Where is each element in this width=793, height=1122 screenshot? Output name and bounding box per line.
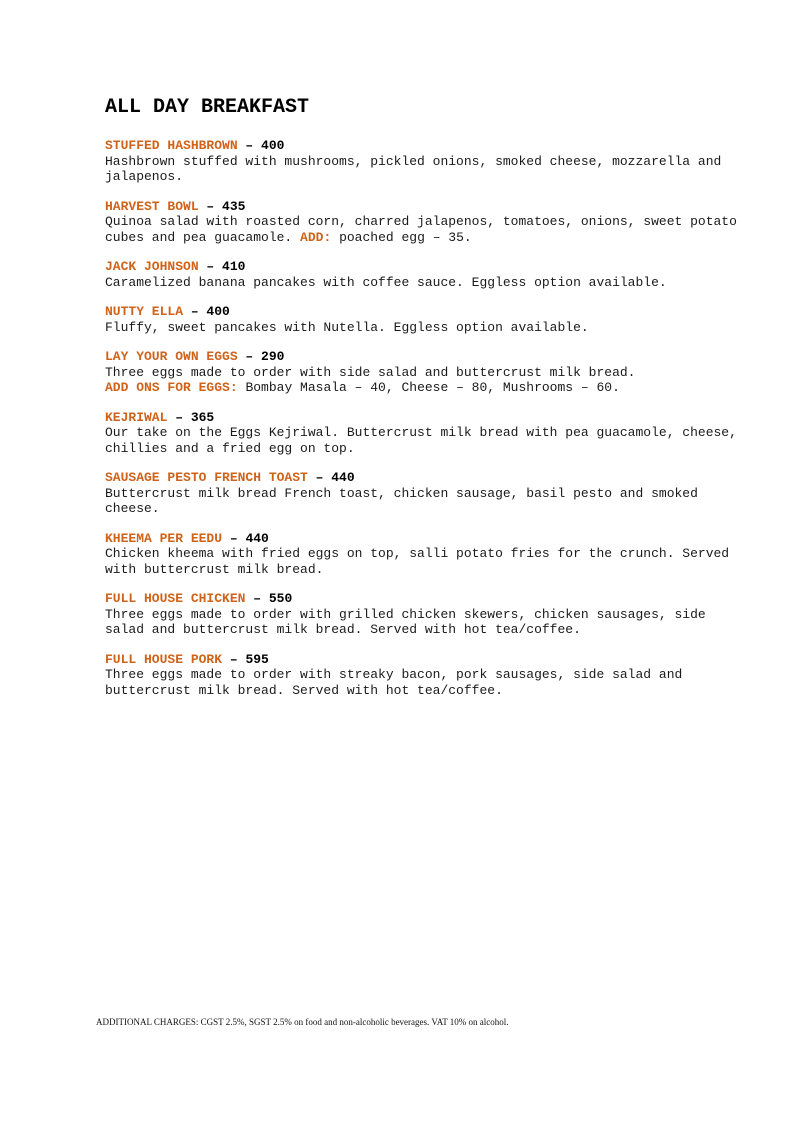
price-separator: – <box>222 651 246 667</box>
item-heading <box>105 531 745 547</box>
addon-text: poached egg – 35. <box>339 229 472 245</box>
page-title: ALL DAY BREAKFAST <box>105 96 310 119</box>
item-price: 550 <box>268 591 293 606</box>
item-heading <box>105 652 745 668</box>
menu-item-kheema-per-eedu <box>105 531 745 578</box>
addon-label: ADD: <box>300 229 332 245</box>
price-separator: – <box>167 409 191 425</box>
item-heading <box>105 304 745 320</box>
item-heading <box>105 591 745 607</box>
menu-item-full-house-chicken <box>105 591 745 638</box>
menu-item-harvest-bowl <box>105 199 745 246</box>
item-description: Quinoa salad with roasted corn, charred jalapenos, tomatoes, onions, sweet potato cubes and pea guacamole. <box>105 214 737 245</box>
item-name: STUFFED HASHBROWN <box>105 138 238 153</box>
menu-item-sausage-pesto-french-toast <box>105 470 745 517</box>
price-separator: – <box>183 304 207 319</box>
item-description: Caramelized banana pancakes with coffee sauce. Eggless option available. <box>105 274 667 290</box>
item-description: Chicken kheema with fried eggs on top, salli potato fries for the crunch. Served with buttercrust milk bread. <box>105 546 730 577</box>
addons-label: ADD ONS FOR EGGS: <box>105 380 238 395</box>
item-description-with-addon <box>105 214 745 245</box>
item-description: Our take on the Eggs Kejriwal. Buttercrust milk bread with pea guacamole, cheese, chillies and a fried egg on top. <box>105 425 737 456</box>
item-name: KEJRIWAL <box>105 409 168 425</box>
item-heading <box>105 470 745 486</box>
item-price: 290 <box>261 349 285 364</box>
menu-item-kejriwal <box>105 410 745 457</box>
price-separator: – <box>245 591 269 606</box>
item-price: 440 <box>331 470 355 485</box>
item-price: 595 <box>245 651 269 667</box>
item-name: JACK JOHNSON <box>105 259 199 274</box>
price-separator: – <box>198 259 223 274</box>
item-price: 440 <box>245 530 269 546</box>
item-name: FULL HOUSE CHICKEN <box>105 591 246 606</box>
item-price: 400 <box>206 304 230 319</box>
item-name: SAUSAGE PESTO FRENCH TOAST <box>105 470 308 485</box>
menu-item-full-house-pork <box>105 652 745 699</box>
item-heading <box>105 259 745 275</box>
item-price: 400 <box>261 138 285 153</box>
price-separator: – <box>222 530 246 546</box>
menu-item-nutty-ella <box>105 304 745 335</box>
item-name: LAY YOUR OWN EGGS <box>105 349 238 364</box>
item-heading <box>105 410 745 426</box>
addons-text: Bombay Masala – 40, Cheese – 80, Mushrooms – 60. <box>245 380 620 395</box>
item-price: 410 <box>222 259 246 274</box>
item-price: 435 <box>222 198 246 214</box>
menu-list <box>105 138 745 698</box>
item-description: Hashbrown stuffed with mushrooms, pickled onions, smoked cheese, mozzarella and jalapenos. <box>105 153 722 184</box>
price-separator: – <box>307 470 332 485</box>
price-separator: – <box>237 138 262 153</box>
item-description: Three eggs made to order with side salad and buttercrust milk bread. <box>105 364 636 380</box>
menu-item-lay-your-own-eggs <box>105 349 745 396</box>
item-heading <box>105 349 745 365</box>
menu-item-stuffed-hashbrown <box>105 138 745 185</box>
price-separator: – <box>237 349 262 364</box>
item-description: Fluffy, sweet pancakes with Nutella. Eggless option available. <box>105 319 589 335</box>
item-heading <box>105 138 745 154</box>
item-heading <box>105 199 745 215</box>
item-name: FULL HOUSE PORK <box>105 651 223 667</box>
addons-line <box>105 380 745 396</box>
item-name: KHEEMA PER EEDU <box>105 530 223 546</box>
additional-charges-note: ADDITIONAL CHARGES: CGST 2.5%, SGST 2.5% on food and non-alcoholic beverages. VAT 10% on alcohol. <box>96 1017 509 1027</box>
price-separator: – <box>198 198 223 214</box>
menu-item-jack-johnson <box>105 259 745 290</box>
item-price: 365 <box>190 409 215 425</box>
item-name: NUTTY ELLA <box>105 304 184 319</box>
item-description: Buttercrust milk bread French toast, chicken sausage, basil pesto and smoked cheese. <box>105 485 698 516</box>
item-description: Three eggs made to order with grilled chicken skewers, chicken sausages, side salad and buttercrust milk bread. Served with hot tea/coffee. <box>105 606 706 637</box>
item-description: Three eggs made to order with streaky bacon, pork sausages, side salad and buttercrust milk bread. Served with hot tea/coffee. <box>105 667 683 698</box>
item-name: HARVEST BOWL <box>105 198 199 214</box>
